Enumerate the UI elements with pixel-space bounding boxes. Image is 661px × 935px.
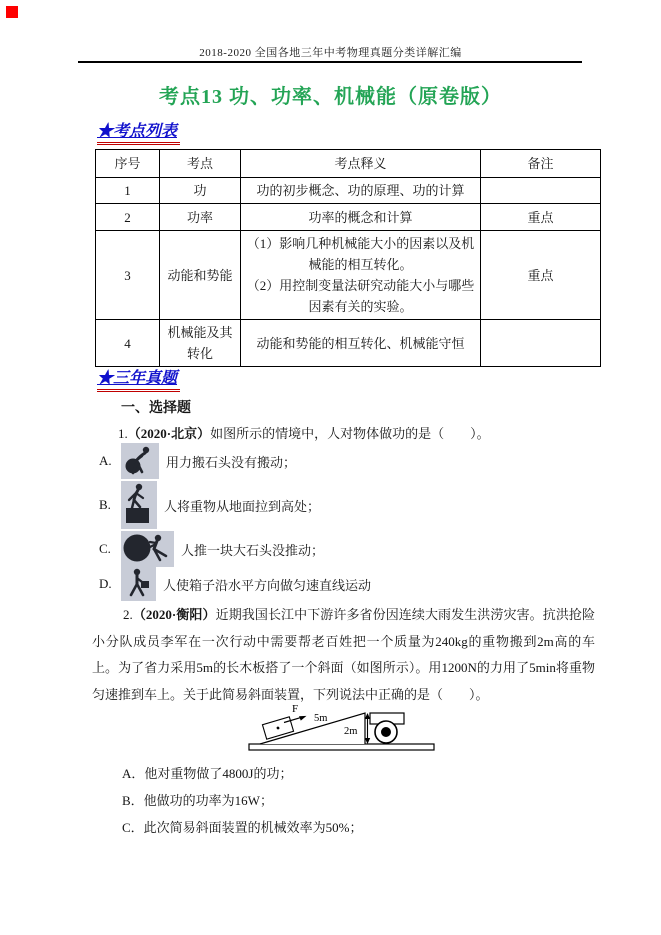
- col-header-desc: 考点释义: [241, 150, 481, 178]
- col-header-topic: 考点: [160, 150, 241, 178]
- table-row: [96, 231, 601, 320]
- cell-topic: 功率: [160, 204, 241, 231]
- section-heading-past-papers: [97, 365, 180, 392]
- section-heading-exam-points-label: ★考点列表: [97, 123, 178, 140]
- multiple-choice-heading: 一、选择题: [121, 401, 191, 416]
- question-1-stem: [118, 423, 490, 442]
- cell-topic: 功: [160, 178, 241, 204]
- cell-desc: 功的初步概念、功的原理、功的计算: [241, 178, 481, 204]
- q1-option-a-text: 用力搬石头没有搬动；: [166, 454, 297, 470]
- q1-option-b: [99, 483, 320, 527]
- q1-option-b-label: B.: [99, 497, 111, 512]
- exam-points-table: [95, 149, 601, 367]
- question-2-source: （2020·衡阳）: [132, 607, 216, 622]
- col-header-no: 序号: [96, 150, 160, 178]
- question-2-number: 2.: [123, 607, 133, 622]
- question-1-text: 如图所示的情境中，人对物体做功的是（ ）。: [210, 426, 490, 441]
- cell-desc: 动能和势能的相互转化、机械能守恒: [241, 320, 481, 367]
- q2-option-a-label: A．: [122, 766, 145, 781]
- q1-option-c-label: C.: [99, 541, 111, 556]
- q2-option-a-text: 他对重物做了4800J的功；: [144, 766, 293, 781]
- slope-length-label: 5m: [314, 713, 328, 724]
- truck-wheel-hub: [381, 727, 391, 737]
- q2-option-c-text: 此次简易斜面装置的机械效率为50%；: [143, 820, 363, 835]
- inclined-plane-diagram: [248, 700, 438, 757]
- q1-option-d: [99, 569, 371, 599]
- q2-option-b-text: 他做功的功率为16W；: [143, 793, 273, 808]
- cell-note: 重点: [481, 204, 601, 231]
- q2-option-a: [122, 763, 292, 782]
- height-label: 2m: [344, 726, 358, 737]
- table-header-row: [96, 150, 601, 178]
- q1-option-d-text: 人使箱子沿水平方向做匀速直线运动: [163, 577, 372, 593]
- ground: [249, 744, 434, 750]
- cell-desc-line1: （1）影响几种机械能大小的因素以及机械能的相互转化。: [246, 236, 475, 272]
- table-row: [96, 320, 601, 367]
- question-2-stem: [92, 602, 595, 708]
- col-header-note: 备注: [481, 150, 601, 178]
- person-pulling-load-image: [121, 481, 157, 529]
- q1-option-b-text: 人将重物从地面拉到高处；: [164, 498, 321, 514]
- q1-option-c-text: 人推一块大石头没推动；: [181, 542, 325, 558]
- person-pushing-boulder-image: [121, 531, 174, 567]
- question-1-number: 1.: [118, 426, 128, 441]
- cell-no: 2: [96, 204, 160, 231]
- cell-no: 3: [96, 231, 160, 320]
- cell-note: 重点: [481, 231, 601, 320]
- q2-option-c: [122, 817, 363, 836]
- person-lifting-rock-image: [121, 443, 159, 479]
- cell-note: [481, 178, 601, 204]
- q2-option-b: [122, 790, 273, 809]
- document-header: 2018-2020 全国各地三年中考物理真题分类详解汇编: [199, 47, 462, 59]
- section-heading-past-papers-label: ★三年真题: [97, 370, 178, 387]
- page-title: 考点13 功、功率、机械能（原卷版）: [159, 86, 502, 108]
- cell-no: 1: [96, 178, 160, 204]
- force-arrowhead: [299, 716, 307, 721]
- q2-option-c-label: C．: [122, 820, 144, 835]
- table-row: [96, 204, 601, 231]
- q1-option-d-label: D.: [99, 576, 112, 591]
- cell-desc-line2: （2）用控制变量法研究动能大小与哪些因素有关的实验。: [246, 278, 475, 314]
- cell-desc: [241, 231, 481, 320]
- q1-option-a: [99, 445, 296, 477]
- cell-topic: 机械能及其转化: [160, 320, 241, 367]
- cell-desc: 功率的概念和计算: [241, 204, 481, 231]
- cell-note: [481, 320, 601, 367]
- q1-option-a-label: A.: [99, 453, 112, 468]
- header-divider: [78, 61, 582, 63]
- q1-option-c: [99, 533, 324, 565]
- person-carrying-case-image: [121, 567, 156, 601]
- force-label: F: [292, 703, 299, 715]
- table-row: [96, 178, 601, 204]
- question-1-source: （2020·北京）: [127, 426, 211, 441]
- cell-no: 4: [96, 320, 160, 367]
- cell-topic: 动能和势能: [160, 231, 241, 320]
- red-corner-marker: [6, 6, 18, 18]
- q2-option-b-label: B．: [122, 793, 144, 808]
- section-heading-exam-points: [97, 118, 180, 145]
- question-2-text: 近期我国长江中下游许多省份因连续大雨发生洪涝灾害。抗洪抢险小分队成员李军在一次行动中需要帮老百姓把一个质量为240kg的重物搬到2m高的车上。为了省力采用5m的长木板搭了一个斜面（如图所示）。用1200N的力用了5min将重物匀速推到车上。关于此简易斜面装置，下列说法中正确的是（ ）。: [92, 607, 595, 702]
